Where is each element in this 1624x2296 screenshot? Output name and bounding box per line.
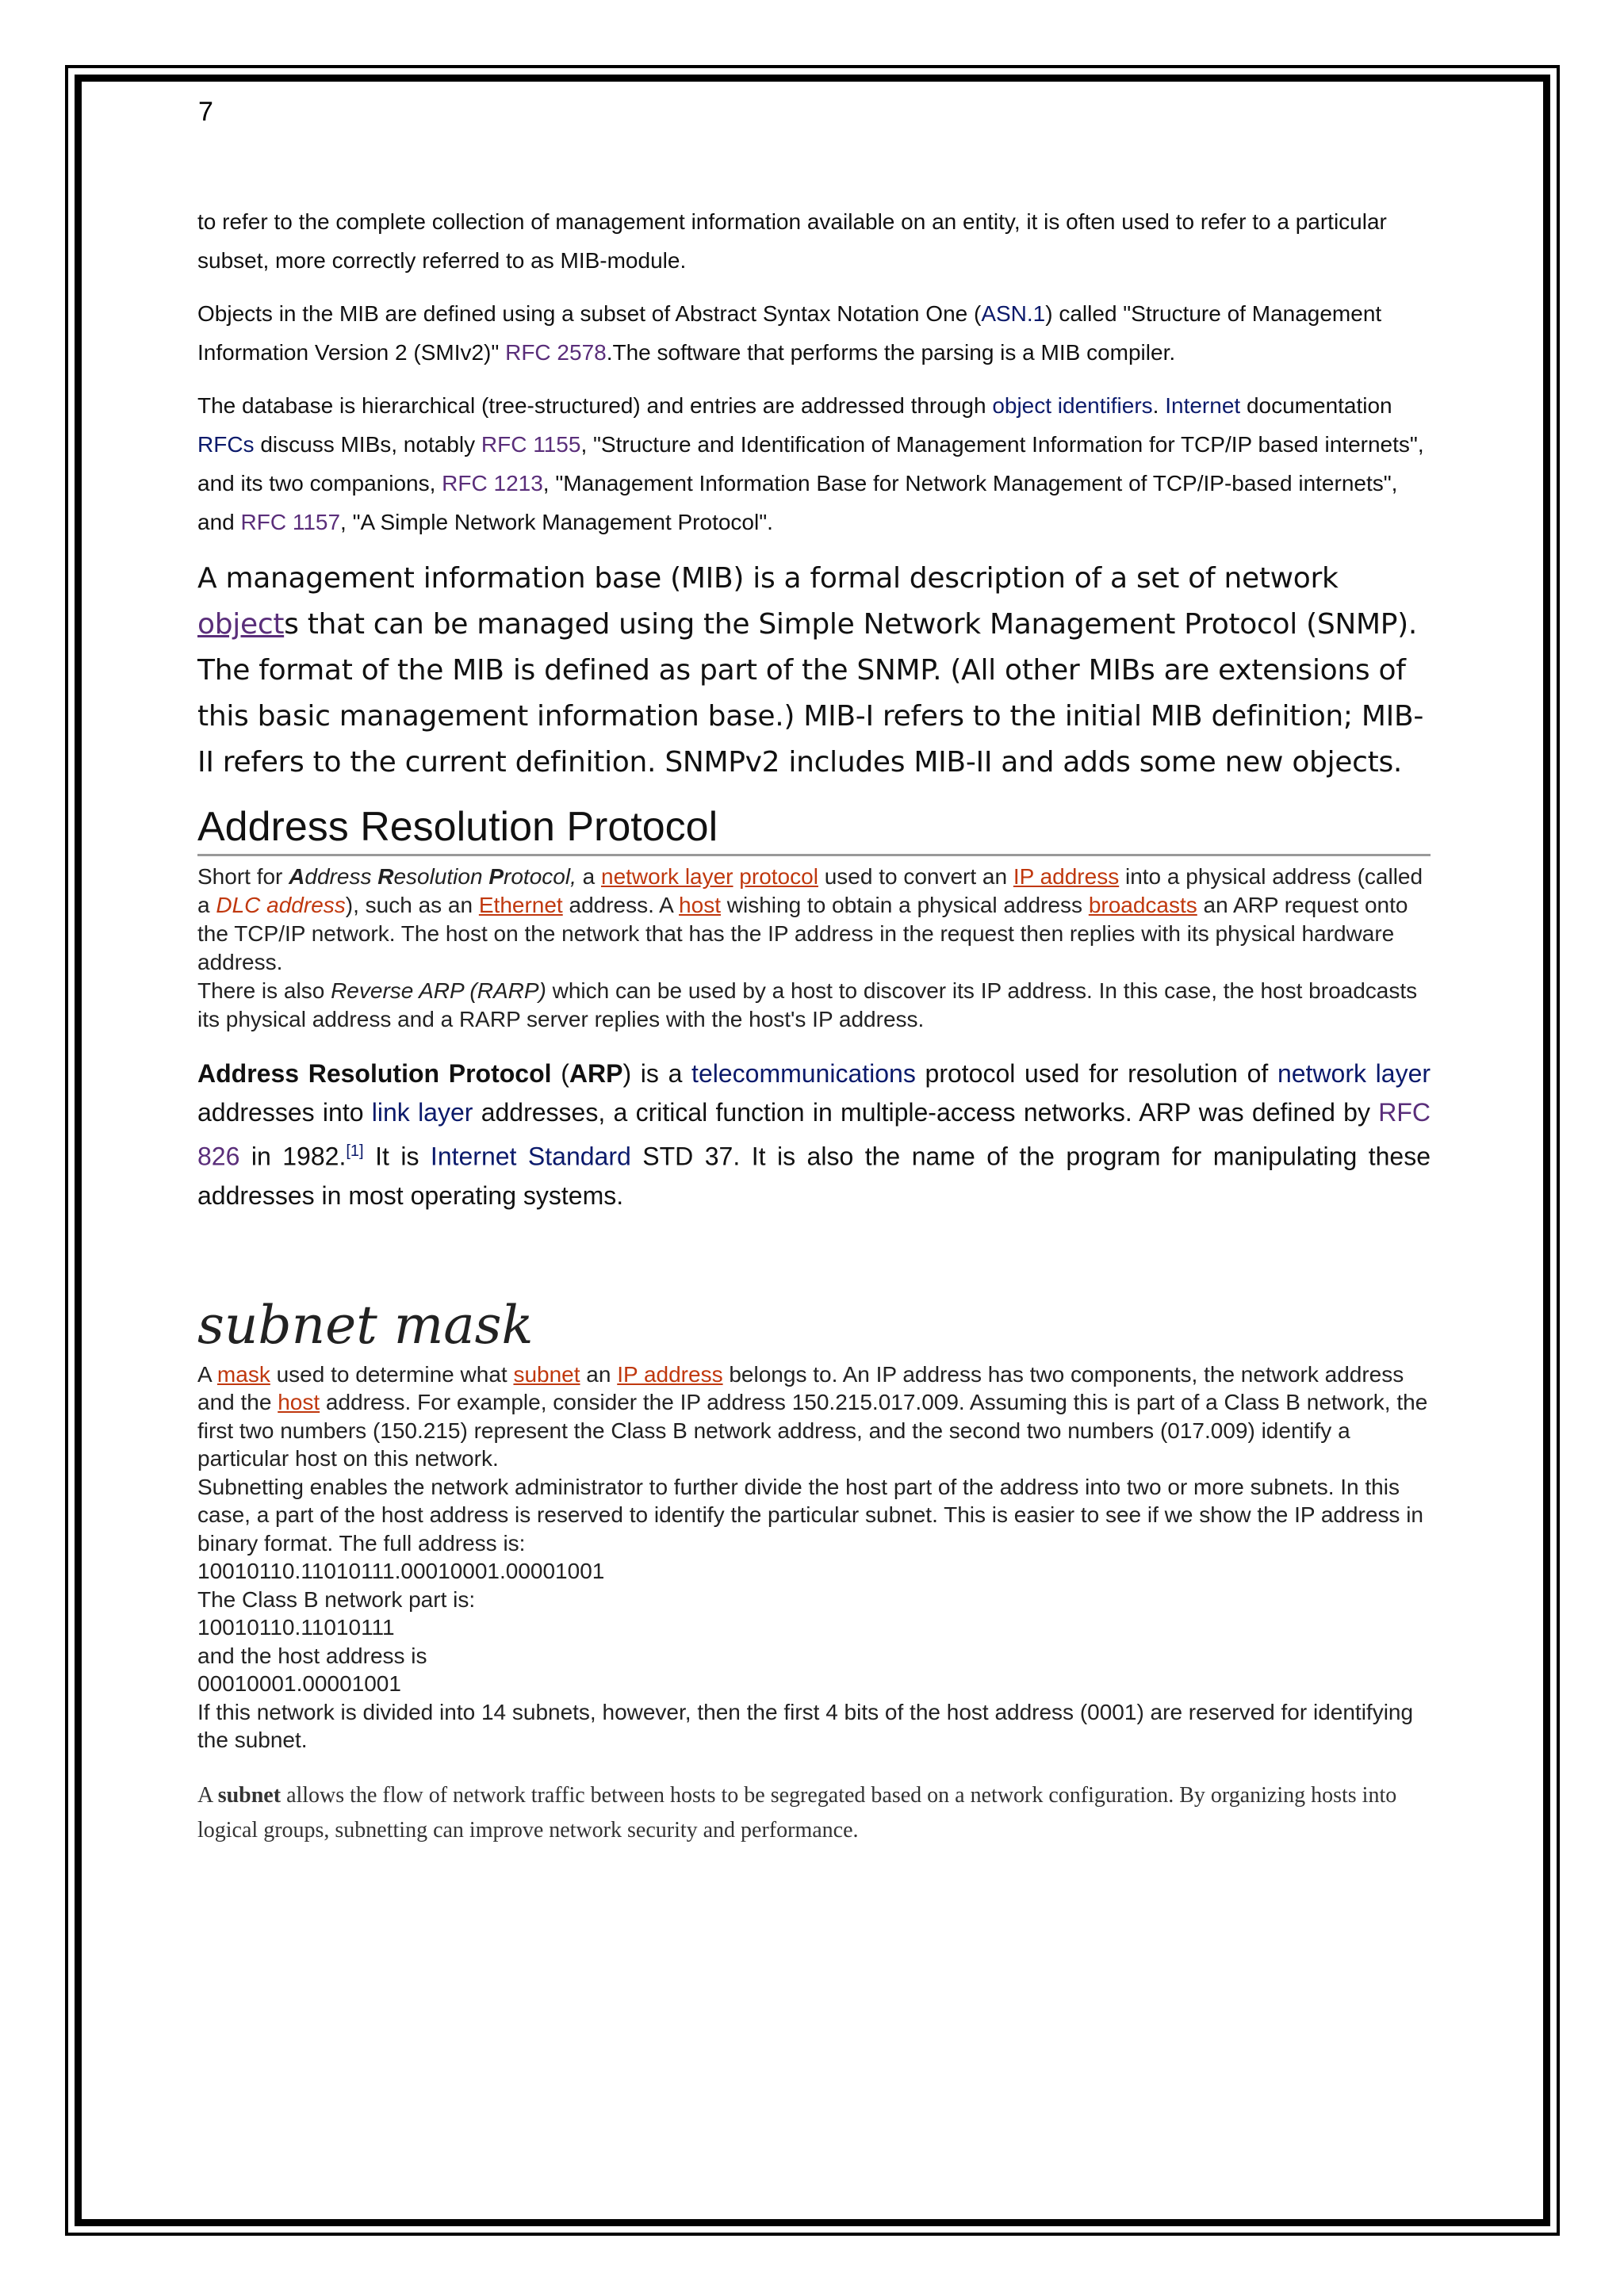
subnet-closing-paragraph: A subnet allows the flow of network traffic between hosts to be segregated based on a network configuration. By organizing hosts into logical groups, subnetting can improve network security and performance. <box>197 1782 1397 1843</box>
subnet-link[interactable]: subnet <box>513 1361 580 1387</box>
network-layer-wiki-link[interactable]: network layer <box>1277 1059 1431 1088</box>
internet-standard-link[interactable]: Internet Standard <box>430 1142 631 1171</box>
network-layer-link[interactable]: network layer <box>601 864 733 889</box>
page-content <box>197 202 1431 1848</box>
object-identifiers-link[interactable]: object identifiers <box>992 393 1153 418</box>
objects-paragraph: Objects in the MIB are defined using a subset of Abstract Syntax Notation One (ASN.1) called "Structure of Management Information Version 2 (SMIv2)" RFC 2578.The software that performs the parsing is a MIB compiler. <box>197 301 1382 365</box>
rfcs-link[interactable]: RFCs <box>197 432 255 457</box>
telecommunications-link[interactable]: telecommunications <box>691 1059 916 1088</box>
subnet-heading: subnet mask <box>197 1294 534 1356</box>
intro-paragraph: to refer to the complete collection of management information available on an entity, it is often used to refer to a particular subset, more correctly referred to as MIB-module. <box>197 209 1387 273</box>
database-paragraph: The database is hierarchical (tree-structured) and entries are addressed through object identifiers. Internet documentation RFCs discuss MIBs, notably RFC 1155, "Structure and Identification of Management Information for TCP/IP based internets", and its two companions, RFC 1213, "Management Information Base for Network Management of TCP/IP-based internets", and RFC 1157, "A Simple Network Management Protocol". <box>197 393 1424 534</box>
rfc1155-link[interactable]: RFC 1155 <box>481 432 581 457</box>
rfc1213-link[interactable]: RFC 1213 <box>442 471 543 496</box>
host-link[interactable]: host <box>679 893 721 917</box>
asn1-link[interactable]: ASN.1 <box>981 301 1046 326</box>
rfc826-link[interactable]: RFC 826 <box>197 1098 1431 1171</box>
rfc1157-link[interactable]: RFC 1157 <box>240 510 341 534</box>
broadcasts-link[interactable]: broadcasts <box>1088 893 1197 917</box>
protocol-link[interactable]: protocol <box>739 864 818 889</box>
ip-address-subnet-link[interactable]: IP address <box>617 1361 723 1387</box>
rfc2578-link[interactable]: RFC 2578 <box>505 340 607 365</box>
page-number: 7 <box>198 97 213 127</box>
arp-wiki-paragraph: Address Resolution Protocol (ARP) is a telecommunications protocol used for resolution of network layer addresses into link layer addresses, a critical function in multiple-access networks. ARP was defined by RFC 826 in 1982.[1] It is Internet Standard STD 37. It is also the name of the program for manipulating these addresses in most operating systems. <box>197 1059 1431 1210</box>
dlc-address-link[interactable]: DLC address <box>216 893 346 917</box>
ip-address-link[interactable]: IP address <box>1013 864 1120 889</box>
ethernet-link[interactable]: Ethernet <box>478 893 563 917</box>
mask-link[interactable]: mask <box>216 1361 270 1387</box>
link-layer-link[interactable]: link layer <box>371 1098 473 1127</box>
mib-paragraph: A management information base (MIB) is a formal description of a set of network objects that can be managed using the Simple Network Management Protocol (SNMP). The format of the MIB is defined as part of the SNMP. (All other MIBs are extensions of this basic management information base.) MIB-I refers to the initial MIB definition; MIB-II refers to the current definition. SNMPv2 includes MIB-II and adds some new objects. <box>197 562 1424 779</box>
subnet-definition: A mask used to determine what subnet an IP address belongs to. An IP address has two components, the network address and the host address. For example, consider the IP address 150.215.017.009. Assuming this is part of a Class B network, the first two numbers (150.215) represent the Class B network address, and the second two numbers (017.009) identify a particular host on this network. Subnetting enables the network administrator to further divide the host part of the address into two or more subnets. In this case, a part of the host address is reserved to identify the particular subnet. This is easier to see if we show the IP address in binary format. The full address is: 10010110.11010111.00010001.00001001 The Class B network part is: 10010110.11010111 and the host address is 00010001.00001001 If this network is divided into 14 subnets, however, then the first 4 bits of the host address (0001) are reserved for identifying the subnet. <box>197 1361 1428 1753</box>
arp-definition: Short for Address Resolution Protocol, a network layer protocol used to convert an IP address into a physical address (called a DLC address), such as an Ethernet address. A host wishing to obtain a physical address broadcasts an ARP request onto the TCP/IP network. The host on the network that has the IP address in the request then replies with its physical hardware address. There is also Reverse ARP (RARP) which can be used by a host to discover its IP address. In this case, the host broadcasts its physical address and a RARP server replies with the host's IP address. <box>197 864 1423 1031</box>
host-subnet-link[interactable]: host <box>278 1390 320 1415</box>
reference-1-link[interactable]: [1] <box>346 1142 364 1160</box>
internet-link[interactable]: Internet <box>1165 393 1241 418</box>
arp-heading: Address Resolution Protocol <box>197 803 1431 856</box>
objects-link[interactable]: object <box>197 608 285 641</box>
